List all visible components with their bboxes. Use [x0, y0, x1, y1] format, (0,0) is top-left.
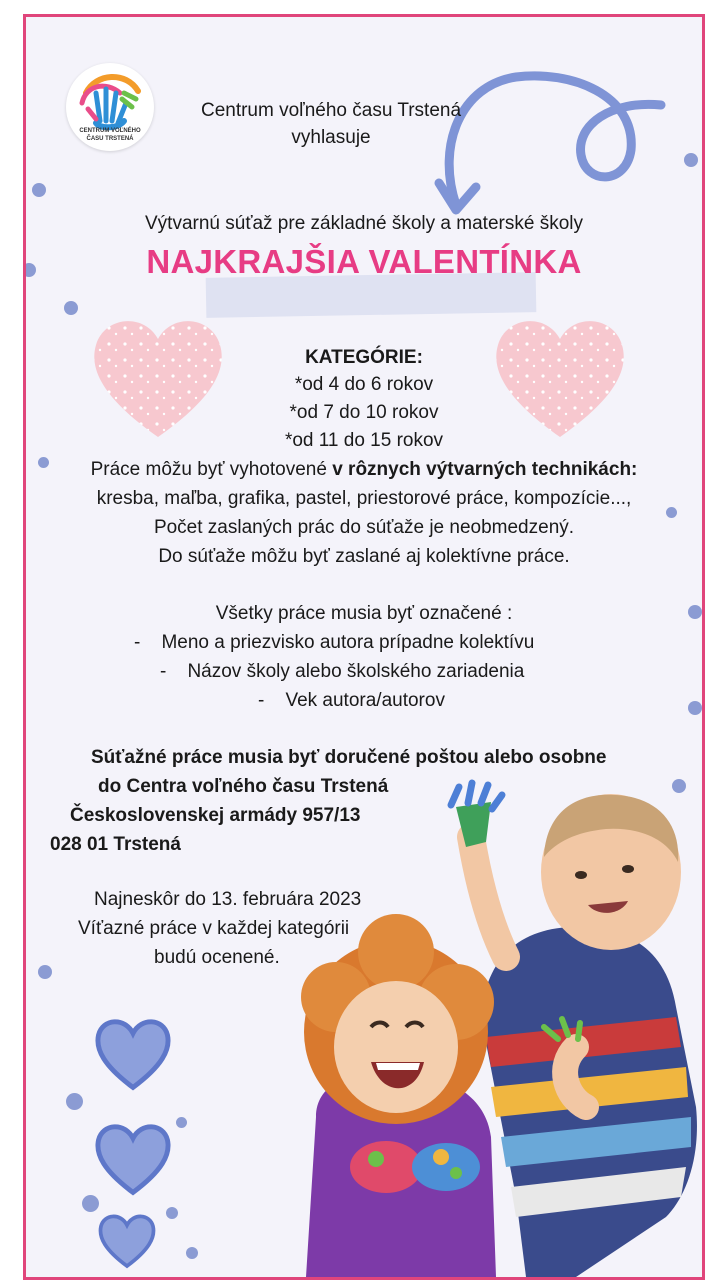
delivery-line: do Centra voľného času Trstená — [98, 776, 389, 797]
logo — [66, 63, 154, 151]
decor-dot — [688, 701, 702, 715]
labeling-heading: Všetky práce musia byť označené : — [215, 603, 513, 624]
deadline-line: budú ocenené. — [154, 947, 280, 968]
children-photo — [276, 777, 702, 1277]
labeling-item: - Názov školy alebo školského zariadenia — [160, 661, 525, 682]
delivery-line: Československej armády 957/13 — [70, 805, 361, 826]
deadline-line: Najneskôr do 13. februára 2023 — [94, 889, 362, 910]
category-item: *od 4 do 6 rokov — [294, 374, 434, 395]
blue-heart-icon — [92, 1117, 174, 1199]
decor-dot — [32, 183, 46, 197]
decor-dot — [166, 1207, 178, 1219]
category-item: *od 7 do 10 rokov — [289, 402, 439, 423]
labeling-item: - Vek autora/autorov — [258, 690, 445, 711]
decor-dot — [38, 965, 52, 979]
techniques-list: kresba, maľba, grafika, pastel, priestorové práce, kompozície..., — [96, 488, 632, 509]
category-item: *od 11 do 15 rokov — [284, 430, 444, 451]
decor-dot — [176, 1117, 187, 1128]
organizer-announces: vyhlasuje — [291, 127, 371, 148]
organizer — [156, 97, 506, 151]
deadline-line: Víťazné práce v každej kategórii — [78, 918, 350, 939]
techniques-intro-bold: v rôznych výtvarných technikách: — [332, 459, 638, 480]
collective-works-note: Do súťaže môžu byť zaslané aj kolektívne práce. — [158, 546, 570, 567]
contest-subtitle: Výtvarnú súťaž pre základné školy a materské školy — [145, 213, 583, 234]
poster — [23, 14, 705, 1280]
techniques-intro-text: Práce môžu byť vyhotovené — [90, 459, 327, 480]
decor-dot — [64, 301, 78, 315]
logo-text-line-1: CENTRUM VOĽNÉHO — [79, 128, 141, 134]
logo-text — [66, 127, 154, 143]
delivery-line: Súťažné práce musia byť doručené poštou alebo osobne — [91, 747, 607, 768]
decor-dot — [186, 1247, 198, 1259]
delivery-line: 028 01 Trstená — [50, 834, 181, 855]
works-count-note: Počet zaslaných prác do súťaže je neobmedzený. — [153, 517, 575, 538]
logo-text-line-2: ČASU TRSTENÁ — [86, 136, 134, 142]
categories-heading: KATEGÓRIE: — [305, 347, 423, 368]
labeling-item: - Meno a priezvisko autora prípadne kolektívu — [134, 632, 535, 653]
blue-heart-icon — [92, 1012, 174, 1094]
contest-title: NAJKRAJŠIA VALENTÍNKA — [146, 243, 582, 280]
decor-dot — [66, 1093, 83, 1110]
organizer-name: Centrum voľného času Trstená — [200, 100, 462, 121]
blue-heart-icon — [96, 1209, 158, 1271]
techniques-intro — [26, 459, 702, 481]
